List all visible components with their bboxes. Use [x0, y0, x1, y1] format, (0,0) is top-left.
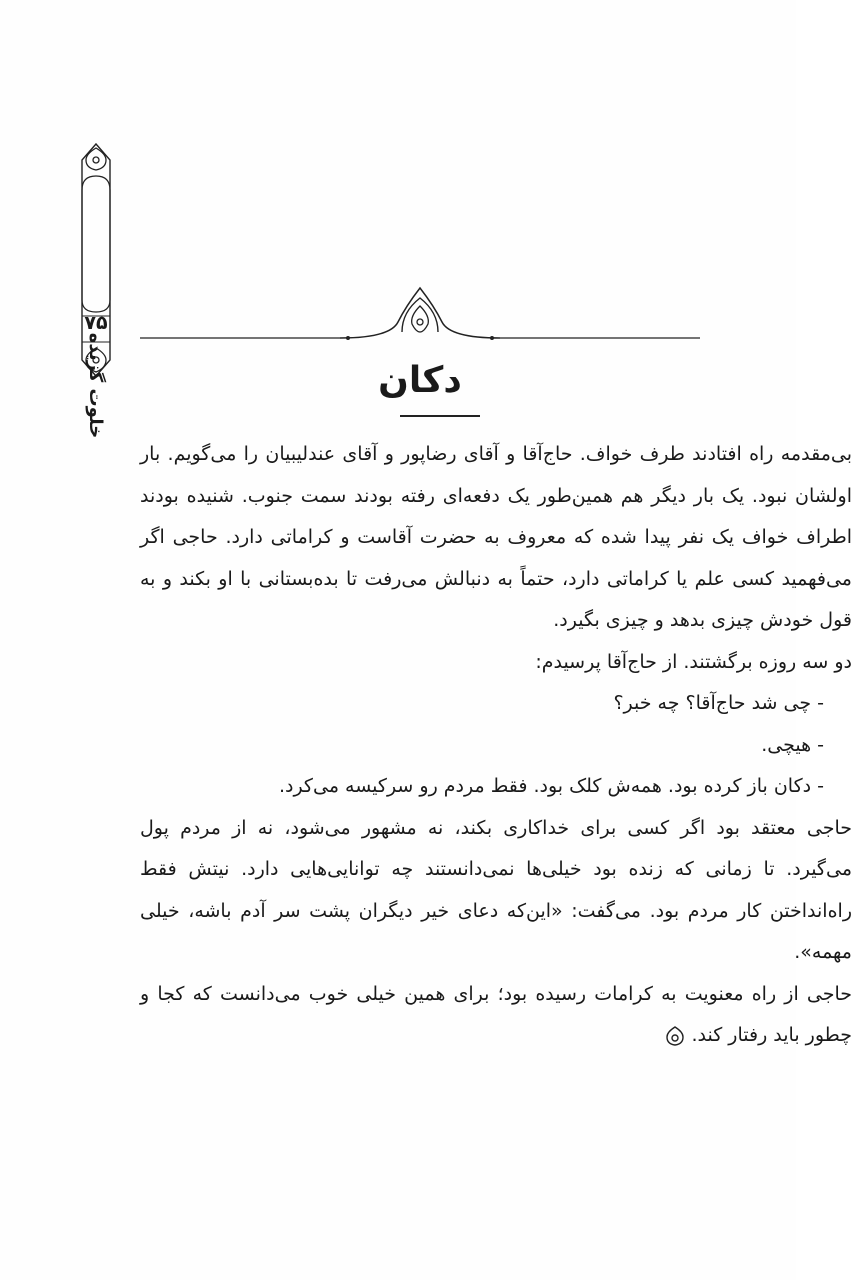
flame-arch-ornament-icon [140, 282, 700, 352]
dialogue-line-3: - دکان باز کرده بود. همه‌ش کلک بود. فقط مردم رو سرکیسه می‌کرد. [278, 775, 824, 797]
paragraph-3: حاجی معتقد بود اگر کسی برای خداکاری بکند، نه مشهور می‌شود، نه از مردم پول می‌گیرد. تا زمانی که زنده بود خیلی‌ها نمی‌دانستند چه توانایی‌هایی دارد. نیتش فقط راه‌انداختن کار مردم بود. می‌گفت: «این‌که دعای خیر دیگران پشت سر آدم باشه، خیلی مهمه». [140, 816, 852, 963]
chapter-title: دکان [378, 360, 462, 401]
paragraph-4-text: حاجی از راه معنویت به کرامات رسیده بود؛ برای همین خیلی خوب می‌دانست که کجا و چطور باید رفتار کند. [140, 982, 852, 1046]
book-title: خلوت گزیده [85, 332, 107, 438]
side-tab [74, 140, 118, 438]
paragraph-4 [140, 974, 852, 1057]
page-number: ۷۵ [84, 312, 108, 334]
dialogue-line-1: - چی شد حاج‌آقا؟ چه خبر؟ [613, 692, 824, 714]
dialogue-line-2: - هیچی. [761, 733, 824, 756]
paragraph-1: بی‌مقدمه راه افتادند طرف خواف. حاج‌آقا و آقای رضاپور و آقای عندلیبیان را می‌گویم. بار اولشان نبود. یک بار دیگر هم همین‌طور یک دفعه‌ای رفته بودند سمت جنوب. شنیده بودند اطراف خواف یک نفر پیدا شده که معروف به حضرت آقاست و کراماتی دارد. حاجی اگر می‌فهمید کسی علم یا کراماتی دارد، حتماً به دنبالش می‌رفت تا بده‌بستانی با او بکند و به قول خودش چیزی بدهد و چیزی بگیرد. [140, 443, 852, 631]
title-underline [400, 415, 480, 417]
body-text [140, 434, 852, 1057]
paragraph-2: دو سه روزه برگشتند. از حاج‌آقا پرسیدم: [535, 650, 852, 673]
end-of-section-icon [665, 1026, 685, 1046]
